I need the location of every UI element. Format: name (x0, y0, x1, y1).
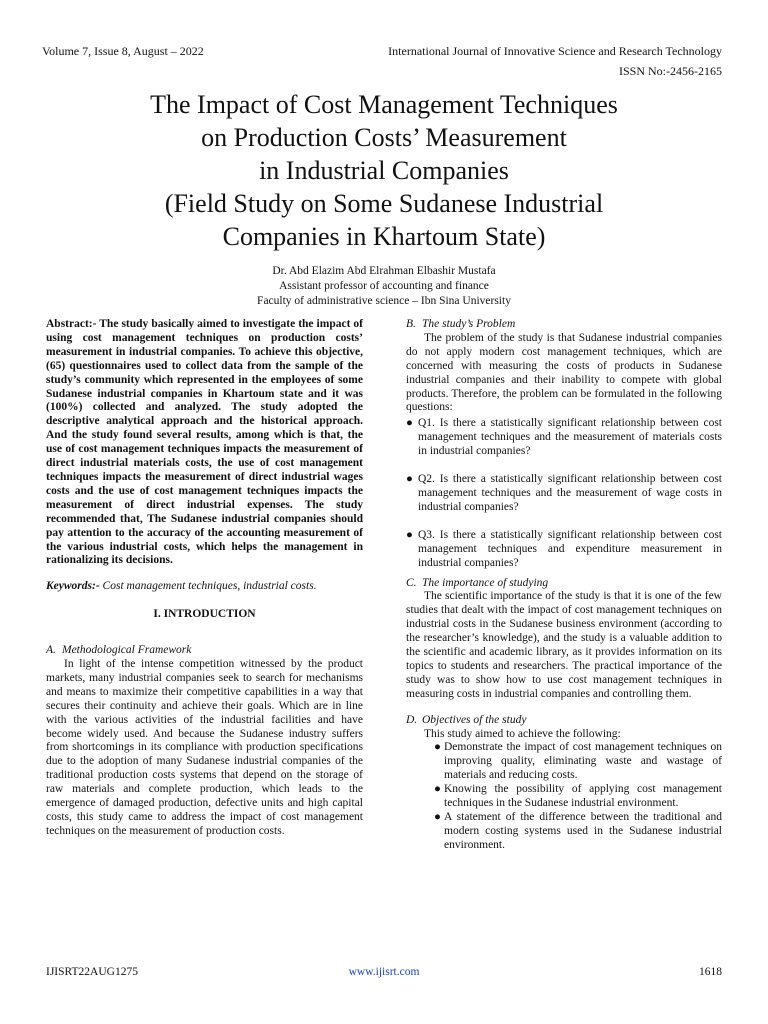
keywords (46, 580, 363, 594)
bullet-icon: ● (406, 473, 413, 486)
title-line: The Impact of Cost Management Techniques (150, 90, 618, 119)
right-column (406, 318, 722, 853)
subsection-letter: D. (406, 713, 418, 726)
objectives-intro: This study aimed to achieve the following: (424, 727, 621, 740)
subsection-heading-c (406, 577, 722, 591)
running-header-journal: International Journal of Innovative Science and Research Technology (388, 44, 722, 58)
title-line: on Production Costs’ Measurement (201, 123, 567, 152)
bullet-icon: ● (434, 811, 441, 823)
abstract-text: The study basically aimed to investigate the impact of using cost management techniques on production costs’ measurement in industrial companies. To achieve this objective, (65) questionnaires used to collect data from the sample of the study’s community which represented in the employees of some Sudanese industrial companies in Khartoum state and it was (100%) collected and analyzed. The study adopted the descriptive analytical approach and the historical approach. And the study found several results, among which is that, the use of cost management techniques impacts the measurement of direct industrial materials costs, the use of cost management techniques impacts the measurement of direct industrial wages costs and the use of cost management techniques impacts the measurement of direct industrial expenses. The study recommended that, The Sudanese industrial companies should pay attention to the accuracy of the accounting measurement of the various industrial costs, which helps the management in rationalizing its decisions. (46, 318, 363, 567)
keywords-label: Keywords:- (46, 580, 100, 593)
abstract-label: Abstract:- (46, 318, 97, 330)
subsection-title: Methodological Framework (62, 644, 192, 657)
paper-title (60, 88, 708, 253)
left-column (46, 318, 363, 839)
keywords-text: Cost management techniques, industrial costs. (99, 580, 317, 593)
list-item (434, 811, 722, 853)
abstract (46, 318, 363, 568)
bullet-icon: ● (434, 741, 441, 754)
objective-text: Knowing the possibility of applying cost management techniques in the Sudanese industrial environment. (444, 783, 722, 810)
list-item (406, 473, 722, 515)
footer-page-number: 1618 (699, 966, 722, 978)
question-text: Q1. Is there a statistically significant relationship between cost management techniques and the measurement of materials costs in industrial companies? (418, 417, 722, 458)
issn-label: ISSN No:-2456-2165 (618, 64, 722, 78)
subsection-heading-a (46, 644, 363, 658)
list-item (434, 783, 722, 811)
problem-paragraph: The problem of the study is that Sudanese industrial companies do not apply modern cost management techniques, which are concerned with measuring the costs of products in Sudanese industrial companies and their inability to compete with global products. Therefore, the problem can be formulated in the following questions: (406, 331, 722, 414)
title-line: (Field Study on Some Sudanese Industrial (164, 189, 604, 218)
title-line: Companies in Khartoum State) (222, 222, 546, 251)
subsection-title: Objectives of the study (422, 713, 527, 726)
footer-paper-id: IJISRT22AUG1275 (46, 966, 138, 978)
questions-list (406, 417, 722, 570)
subsection-letter: C. (406, 576, 417, 589)
objective-text: A statement of the difference between the traditional and modern costing systems used in the Sudanese industrial environment. (444, 811, 722, 851)
bullet-icon: ● (406, 528, 413, 541)
author-affiliation: Faculty of administrative science – Ibn Sina University (257, 295, 511, 307)
subsection-title: The study’s Problem (422, 318, 516, 330)
objective-text: Demonstrate the impact of cost management techniques on improving quality, eliminating waste and wastage of materials and reducing costs. (444, 741, 722, 782)
question-text: Q3. Is there a statistically significant relationship between cost management techniques and expenditure measurement in industrial companies? (418, 528, 722, 569)
title-line: in Industrial Companies (259, 156, 509, 185)
list-item (406, 417, 722, 459)
author-position: Assistant professor of accounting and finance (279, 280, 489, 292)
author-block (60, 264, 708, 309)
author-name: Dr. Abd Elazim Abd Elrahman Elbashir Mustafa (272, 265, 496, 277)
objectives-list (406, 741, 722, 852)
importance-paragraph: The scientific importance of the study is that it is one of the few studies that dealt with the impact of cost management techniques on industrial costs in the Sudanese business environment (according to the researcher’s knowledge), and the study is a valuable addition to the scientific and academic library, as it provides information on its topics to students and researchers. The practical importance of the study was to show how to use cost management techniques in measuring costs in industrial companies and controlling them. (406, 590, 722, 700)
methodological-framework-paragraph: In light of the intense competition witnessed by the product markets, many industrial companies seek to search for mechanisms and means to maximize their competitive capabilities in a way that secures their continuity and achieve their goals. Which are in line with the various activities of the industrial facilities and have become widely used. And because the Sudanese industry suffers from shortcomings in its compliance with production specifications due to the adoption of many Sudanese industrial companies of the traditional production costs systems that depend on the storage of raw materials and complete production, which leads to the emergence of damaged production, defective units and high capital costs, this study came to address the impact of cost management techniques on the measurement of production costs. (46, 658, 363, 837)
subsection-heading-b (406, 318, 722, 332)
bullet-icon: ● (406, 417, 413, 430)
running-header-volume: Volume 7, Issue 8, August – 2022 (42, 44, 204, 58)
bullet-icon: ● (434, 783, 441, 796)
footer-website-link[interactable]: www.ijisrt.com (348, 966, 420, 978)
list-item (406, 529, 722, 571)
subsection-heading-d (406, 714, 722, 728)
subsection-letter: B. (406, 318, 416, 330)
question-text: Q2. Is there a statistically significant relationship between cost management techniques and the measurement of wage costs in industrial companies? (418, 473, 722, 513)
list-item (434, 741, 722, 783)
section-heading-introduction: I. INTRODUCTION (153, 608, 256, 621)
subsection-letter: A. (46, 644, 56, 657)
subsection-title: The importance of studying (422, 576, 549, 589)
